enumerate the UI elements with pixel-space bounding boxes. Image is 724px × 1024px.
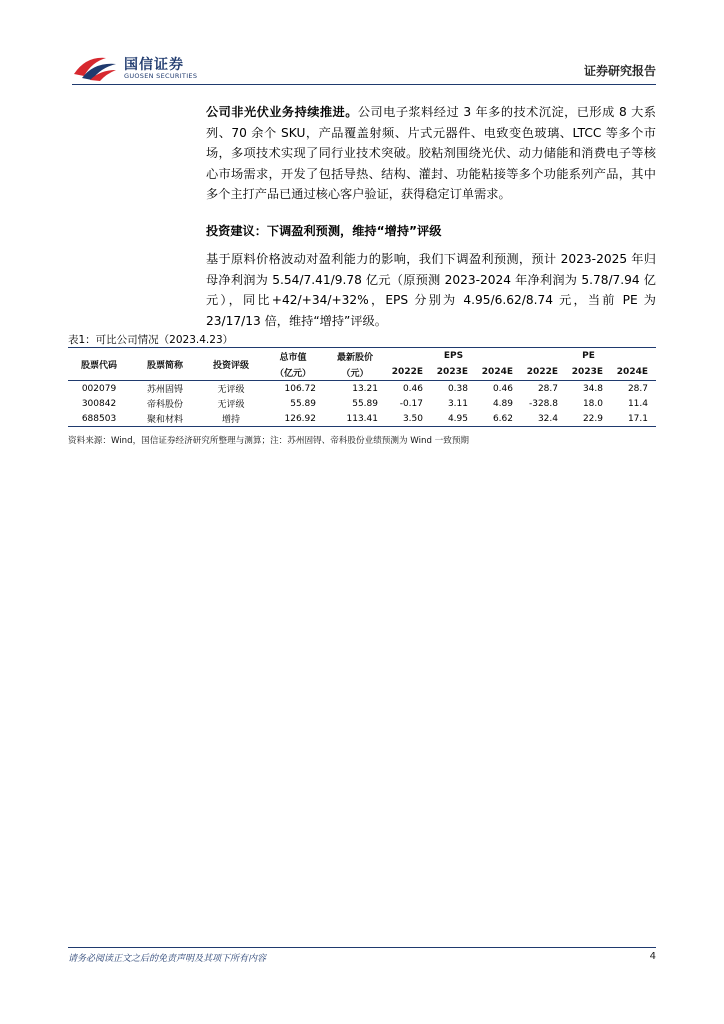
paragraph-body: 公司电子浆料经过 3 年多的技术沉淀，已形成 8 大系列、70 余个 SKU，产品覆盖射频、片式元器件、电致变色玻璃、LTCC 等多个市场，多项技术实现了同行业技术突破。胶粘剂围绕光伏、动力储能和消费电子等核心市场需求，开发了包括导热、结构、灌封、功能粘接等多个功能系列产品，其中多个主打产品已通过核心客户验证，获得稳定订单需求。 (206, 105, 656, 201)
cell-pe: 32.4 (521, 411, 566, 427)
cell-pe: 11.4 (627, 398, 648, 409)
cell-rating: 增持 (200, 411, 262, 427)
page-number: 4 (649, 951, 656, 962)
header-name: 股票简称 (130, 348, 200, 381)
footer-disclaimer: 请务必阅读正文之后的免责声明及其项下所有内容 (68, 954, 267, 964)
cell-price: 13.21 (324, 381, 386, 397)
logo-chinese-name: 国信证券 (124, 57, 184, 73)
cell-name: 苏州固锝 (130, 381, 200, 397)
cell-pe: 22.9 (566, 411, 611, 427)
guosen-logo (72, 52, 212, 84)
paragraph-forecast: 基于原料价格波动对盈利能力的影响，我们下调盈利预测，预计 2023-2025 年归母净利润为 5.54/7.41/9.78 亿元（原预测 2023-2024 年净利润为 5.78/7.94 亿元），同比+42/+34/+32%，EPS 分别为 4.95/6.62/8.74 元，当前 PE 为 23/17/13 倍，维持“增持”评级。 (206, 252, 656, 328)
header-year: 2024E (616, 367, 648, 377)
header-year: 2023E (436, 367, 468, 377)
comparable-companies-table (68, 347, 656, 427)
logo-english-name: GUOSEN SECURITIES (124, 72, 198, 80)
cell-pe: 28.7 (521, 381, 566, 397)
cell-code: 002079 (68, 381, 130, 397)
cell-pe: 28.7 (611, 381, 656, 397)
cell-pe: 34.8 (566, 381, 611, 397)
cell-mktcap: 55.89 (290, 398, 316, 409)
table-row (68, 381, 656, 397)
header-year: 2024E (481, 367, 513, 377)
cell-eps: -0.17 (399, 398, 423, 409)
paragraph-lead: 公司非光伏业务持续推进。 (206, 105, 358, 119)
footer-divider (68, 947, 656, 948)
header-code: 股票代码 (68, 348, 130, 381)
section-title-investment-advice: 投资建议：下调盈利预测，维持“增持”评级 (206, 224, 442, 238)
paragraph-non-pv-business (206, 102, 656, 205)
cell-mktcap: 126.92 (262, 411, 324, 427)
cell-rating: 无评级 (217, 400, 245, 410)
cell-name: 聚和材料 (130, 411, 200, 427)
page-header (72, 52, 656, 84)
table-source-note: 资料来源：Wind，国信证券经济研究所整理与测算；注：苏州固锝、帝科股份业绩预测为 Wind 一致预期 (68, 436, 470, 446)
cell-price: 113.41 (324, 411, 386, 427)
cell-eps: 0.46 (476, 381, 521, 397)
header-rating: 投资评级 (200, 348, 262, 381)
report-type-label: 证券研究报告 (583, 64, 656, 78)
header-year: 2023E (571, 367, 603, 377)
cell-rating: 无评级 (200, 381, 262, 397)
cell-pe: -328.8 (528, 398, 558, 409)
cell-code: 300842 (81, 398, 117, 409)
cell-pe: 18.0 (582, 398, 603, 409)
table-row (68, 396, 656, 411)
header-divider (72, 84, 656, 85)
table-caption: 表1：可比公司情况（2023.4.23） (68, 334, 234, 346)
header-price-unit: （元） (341, 368, 369, 379)
cell-eps: 3.50 (386, 411, 431, 427)
cell-eps: 4.89 (492, 398, 513, 409)
cell-pe: 17.1 (611, 411, 656, 427)
cell-price: 55.89 (352, 398, 378, 409)
header-price: 最新股价 (324, 348, 386, 365)
cell-mktcap: 106.72 (262, 381, 324, 397)
cell-name: 帝科股份 (146, 400, 183, 410)
cell-eps: 6.62 (476, 411, 521, 427)
cell-eps: 3.11 (447, 398, 468, 409)
header-mktcap-unit: （亿元） (274, 368, 311, 379)
cell-eps: 0.38 (431, 381, 476, 397)
cell-code: 688503 (68, 411, 130, 427)
header-mktcap: 总市值 (262, 348, 324, 365)
header-pe: PE (521, 348, 656, 365)
guosen-logo-mark-icon (72, 54, 118, 82)
header-year: 2022E (526, 367, 558, 377)
header-year: 2022E (391, 367, 423, 377)
cell-eps: 0.46 (386, 381, 431, 397)
header-eps: EPS (386, 348, 521, 365)
table-row (68, 411, 656, 427)
cell-eps: 4.95 (431, 411, 476, 427)
